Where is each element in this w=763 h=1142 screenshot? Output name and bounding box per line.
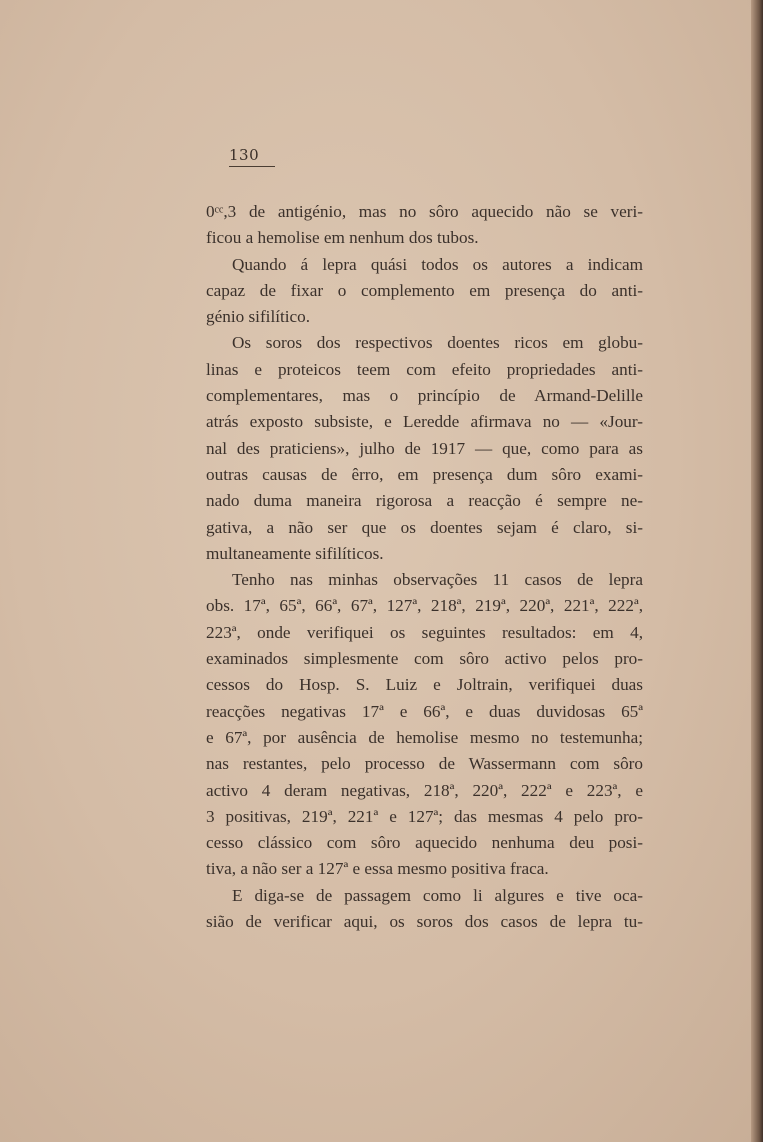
paragraph <box>206 567 643 883</box>
text-line: nado duma maneira rigorosa a reacção é sempre ne- <box>206 491 643 511</box>
paragraph <box>206 330 643 567</box>
paragraph <box>206 252 643 331</box>
page-edge-shadow <box>751 0 763 1142</box>
text-line: obs. 17ª, 65ª, 66ª, 67ª, 127ª, 218ª, 219ª, 220ª, 221ª, 222ª, <box>206 596 643 616</box>
text-line: 3 positivas, 219ª, 221ª e 127ª; das mesmas 4 pelo pro- <box>206 806 643 826</box>
text-line: nas restantes, pelo processo de Wassermann com sôro <box>206 754 643 774</box>
text-line: tiva, a não ser a 127ª e essa mesmo positiva fraca. <box>206 859 549 879</box>
text-line: 0ᶜᶜ,3 de antigénio, mas no sôro aquecido não se veri- <box>206 202 643 221</box>
text-line: 223ª, onde verifiquei os seguintes resultados: em 4, <box>206 622 643 642</box>
text-line: complementares, mas o princípio de Armand-Delille <box>206 386 643 406</box>
body-text <box>206 199 643 935</box>
text-line: e 67ª, por ausência de hemolise mesmo no testemunha; <box>206 727 643 747</box>
paragraph <box>206 199 643 252</box>
text-line: capaz de fixar o complemento em presença do anti- <box>206 280 643 300</box>
text-line: génio sifilítico. <box>206 307 311 327</box>
text-line: activo 4 deram negativas, 218ª, 220ª, 222ª e 223ª, e <box>206 780 643 800</box>
text-line: Quando á lepra quási todos os autores a indicam <box>232 254 643 274</box>
text-line: multaneamente sifilíticos. <box>206 543 384 563</box>
text-line: cessos do Hosp. S. Luiz e Joltrain, verifiquei duas <box>206 675 643 695</box>
text-line: Os soros dos respectivos doentes ricos em globu- <box>232 333 643 353</box>
text-line: examinados simplesmente com sôro activo pelos pro- <box>206 649 643 669</box>
text-line: sião de verificar aqui, os soros dos casos de lepra tu- <box>206 912 643 932</box>
text-line: gativa, a não ser que os doentes sejam é claro, si- <box>206 517 643 537</box>
text-line: cesso clássico com sôro aquecido nenhuma deu posi- <box>206 833 643 853</box>
page-number: 130 <box>229 145 275 167</box>
paragraph <box>206 883 643 936</box>
text-line: atrás exposto subsiste, e Leredde afirmava no — «Jour- <box>206 412 643 432</box>
text-line: Tenho nas minhas observações 11 casos de lepra <box>232 570 643 590</box>
text-line: E diga-se de passagem como li algures e tive oca- <box>232 885 643 905</box>
text-line: outras causas de êrro, em presença dum sôro exami- <box>206 464 643 484</box>
text-line: reacções negativas 17ª e 66ª, e duas duvidosas 65ª <box>206 701 643 721</box>
text-line: nal des praticiens», julho de 1917 — que, como para as <box>206 438 643 458</box>
text-line: linas e proteicos teem com efeito propriedades anti- <box>206 359 643 379</box>
text-line: ficou a hemolise em nenhum dos tubos. <box>206 228 479 248</box>
